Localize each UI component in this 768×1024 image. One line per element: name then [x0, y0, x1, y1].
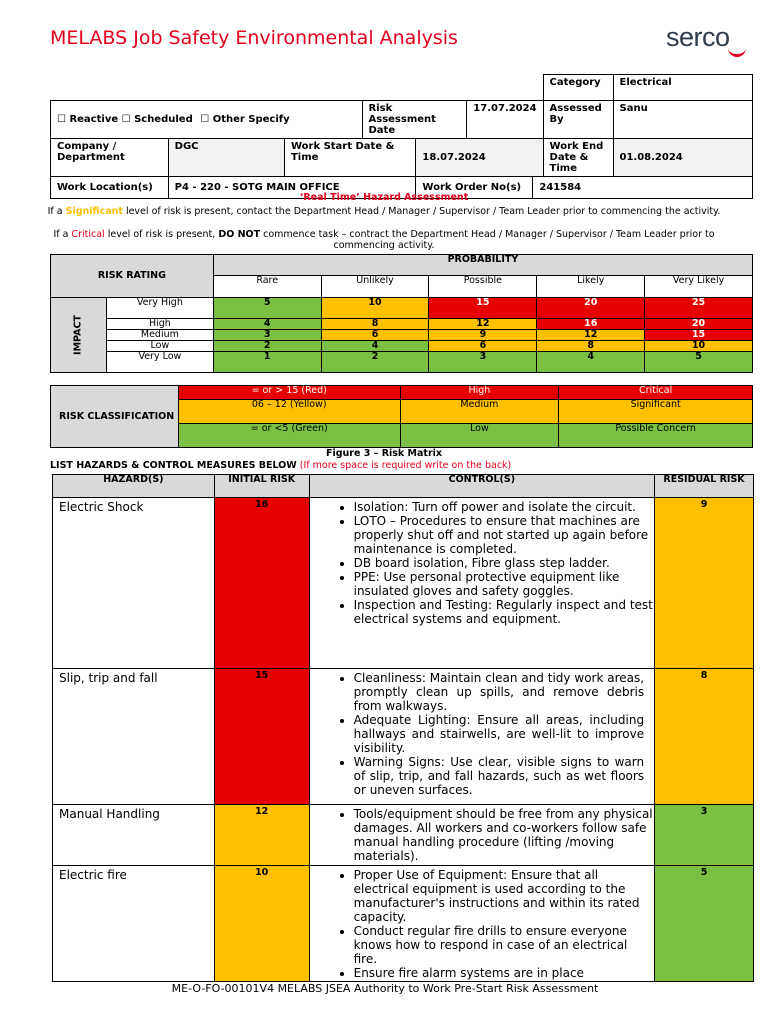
controls-cell: [309, 498, 654, 669]
probability-label: PROBABILITY: [213, 255, 752, 276]
matrix-cell: 3: [429, 352, 537, 373]
matrix-cell: 8: [321, 319, 429, 330]
class-level: Low: [400, 424, 559, 448]
matrix-cell: 9: [429, 330, 537, 341]
table-row: [53, 805, 754, 866]
impact-row-label: Very Low: [106, 352, 213, 373]
hazard-name: Manual Handling: [53, 805, 215, 866]
company-label: Company / Department: [51, 139, 169, 177]
controls-cell: [309, 805, 654, 866]
page-title: MELABS Job Safety Environmental Analysis: [50, 27, 458, 49]
controls-cell: [309, 866, 654, 982]
control-item: • Tools/equipment should be free from any physical damages. All workers and co-workers follow safe manual handling procedure (lifting /moving materials).: [354, 807, 654, 863]
matrix-cell: 20: [645, 319, 753, 330]
hazard-column-header: HAZARD(S): [53, 475, 215, 498]
prob-col-header: Possible: [429, 276, 537, 298]
control-item: • PPE: Use personal protective equipment like insulated gloves and safety goggles.: [354, 570, 654, 598]
matrix-cell: 4: [537, 352, 645, 373]
work-end-value[interactable]: 01.08.2024: [613, 139, 753, 177]
matrix-cell: 8: [537, 341, 645, 352]
class-range: = or > 15 (Red): [178, 386, 400, 400]
significant-notice: If a Significant level of risk is present, contact the Department Head / Manager / Supervisor / Team Leader prior to commencing the activity.: [47, 206, 721, 217]
matrix-cell: 10: [321, 298, 429, 319]
class-level: High: [400, 386, 559, 400]
matrix-cell: 6: [429, 341, 537, 352]
risk-date-label: Risk Assessment Date: [362, 101, 467, 139]
impact-row-label: Medium: [106, 330, 213, 341]
work-order-label: Work Order No(s): [416, 177, 533, 199]
control-item: • LOTO – Procedures to ensure that machines are properly shut off and not started up again before maintenance is completed.: [354, 514, 654, 556]
matrix-cell: 2: [213, 341, 321, 352]
risk-classification-label: RISK CLASSIFICATION: [51, 386, 179, 448]
risk-classification-table: [50, 385, 753, 448]
hazard-name: Slip, trip and fall: [53, 669, 215, 805]
prob-col-header: Unlikely: [321, 276, 429, 298]
initial-risk-value: 15: [214, 669, 309, 805]
matrix-cell: 1: [213, 352, 321, 373]
impact-row-label: High: [106, 319, 213, 330]
figure-caption: Figure 3 – Risk Matrix: [325, 448, 443, 459]
hazard-name: Electric Shock: [53, 498, 215, 669]
class-level: Medium: [400, 400, 559, 424]
company-value[interactable]: DGC: [168, 139, 284, 177]
matrix-cell: 12: [429, 319, 537, 330]
critical-notice: If a Critical level of risk is present, DO NOT commence task – contract the Department Head / Manager / Supervisor / Team Leader prior to commencing activity.: [53, 229, 715, 251]
matrix-cell: 10: [645, 341, 753, 352]
table-row: [53, 669, 754, 805]
serco-logo: serco: [666, 22, 730, 52]
control-item: • Proper Use of Equipment: Ensure that all electrical equipment is used according to the manufacturer's instructions and within its rated capacity.: [354, 868, 654, 924]
initial-risk-value: 10: [214, 866, 309, 982]
matrix-cell: 4: [321, 341, 429, 352]
initial-risk-value: 12: [214, 805, 309, 866]
hazard-name: Electric fire: [53, 866, 215, 982]
work-location-value[interactable]: P4 - 220 - SOTG MAIN OFFICE: [168, 177, 416, 199]
class-action: Critical: [559, 386, 753, 400]
work-start-label: Work Start Date & Time: [284, 139, 415, 177]
risk-date-value[interactable]: 17.07.2024: [467, 101, 543, 139]
class-range: = or <5 (Green): [178, 424, 400, 448]
category-label: Category: [543, 75, 613, 101]
matrix-cell: 15: [429, 298, 537, 319]
residual-risk-value: 9: [655, 498, 754, 669]
assessed-by-label: Assessed By: [543, 101, 613, 139]
control-item: • DB board isolation, Fibre glass step ladder.: [354, 556, 654, 570]
matrix-cell: 25: [645, 298, 753, 319]
job-type-options: [51, 101, 363, 139]
scheduled-checkbox[interactable]: ☐: [121, 114, 131, 125]
initial-risk-column-header: INITIAL RISK: [214, 475, 309, 498]
work-start-value[interactable]: 18.07.2024: [416, 139, 543, 177]
reactive-checkbox[interactable]: ☐: [57, 114, 66, 125]
assessed-by-value[interactable]: Sanu: [613, 101, 753, 139]
risk-rating-label: RISK RATING: [51, 255, 214, 298]
matrix-cell: 5: [213, 298, 321, 319]
matrix-cell: 5: [645, 352, 753, 373]
table-row: [53, 866, 754, 982]
prob-col-header: Likely: [537, 276, 645, 298]
class-action: Possible Concern: [559, 424, 753, 448]
prob-col-header: Very Likely: [645, 276, 753, 298]
hazards-table: [52, 474, 754, 982]
hazard-assessment-heading: ‘Real Time’ Hazard Assessment: [299, 192, 469, 203]
residual-risk-value: 5: [655, 866, 754, 982]
prob-col-header: Rare: [213, 276, 321, 298]
impact-row-label: Low: [106, 341, 213, 352]
table-row: [53, 498, 754, 669]
hazards-heading: LIST HAZARDS & CONTROL MEASURES BELOW (If more space is required write on the back): [50, 460, 512, 471]
controls-cell: [309, 669, 654, 805]
reactive-label: Reactive: [69, 114, 119, 125]
initial-risk-value: 16: [214, 498, 309, 669]
document-footer: ME-O-FO-00101V4 MELABS JSEA Authority to Work Pre-Start Risk Assessment: [171, 982, 599, 995]
impact-label: IMPACT: [51, 298, 107, 373]
matrix-cell: 6: [321, 330, 429, 341]
matrix-cell: 20: [537, 298, 645, 319]
control-item: • Warning Signs: Use clear, visible signs to warn of slip, trip, and fall hazards, such as wet floors or uneven surfaces.: [354, 755, 644, 797]
logo-swoosh-icon: [728, 44, 746, 57]
other-label: Other Specify: [212, 114, 290, 125]
job-details-table: [50, 74, 753, 199]
control-item: • Ensure fire alarm systems are in place: [354, 966, 654, 980]
residual-risk-value: 8: [655, 669, 754, 805]
matrix-cell: 15: [645, 330, 753, 341]
impact-row-label: Very High: [106, 298, 213, 319]
scheduled-label: Scheduled: [134, 114, 193, 125]
residual-risk-column-header: RESIDUAL RISK: [655, 475, 754, 498]
class-range: 06 – 12 (Yellow): [178, 400, 400, 424]
matrix-cell: 2: [321, 352, 429, 373]
control-item: • Cleanliness: Maintain clean and tidy work areas, promptly clean up spills, and remove debris from walkways.: [354, 671, 644, 713]
matrix-cell: 12: [537, 330, 645, 341]
matrix-cell: 3: [213, 330, 321, 341]
class-action: Significant: [559, 400, 753, 424]
other-checkbox[interactable]: ☐: [200, 114, 210, 125]
work-location-label: Work Location(s): [51, 177, 169, 199]
matrix-cell: 16: [537, 319, 645, 330]
matrix-cell: 4: [213, 319, 321, 330]
category-value: Electrical: [613, 75, 753, 101]
controls-column-header: CONTROL(S): [309, 475, 654, 498]
work-order-value[interactable]: 241584: [533, 177, 753, 199]
control-item: • Adequate Lighting: Ensure all areas, including hallways and stairwells, are well-lit to improve visibility.: [354, 713, 644, 755]
residual-risk-value: 3: [655, 805, 754, 866]
control-item: • Inspection and Testing: Regularly inspect and test electrical systems and equipment.: [354, 598, 654, 626]
risk-matrix-table: [50, 254, 753, 373]
work-end-label: Work End Date & Time: [543, 139, 613, 177]
control-item: • Conduct regular fire drills to ensure everyone knows how to respond in case of an electrical fire.: [354, 924, 654, 966]
control-item: • Isolation: Turn off power and isolate the circuit.: [354, 500, 654, 514]
